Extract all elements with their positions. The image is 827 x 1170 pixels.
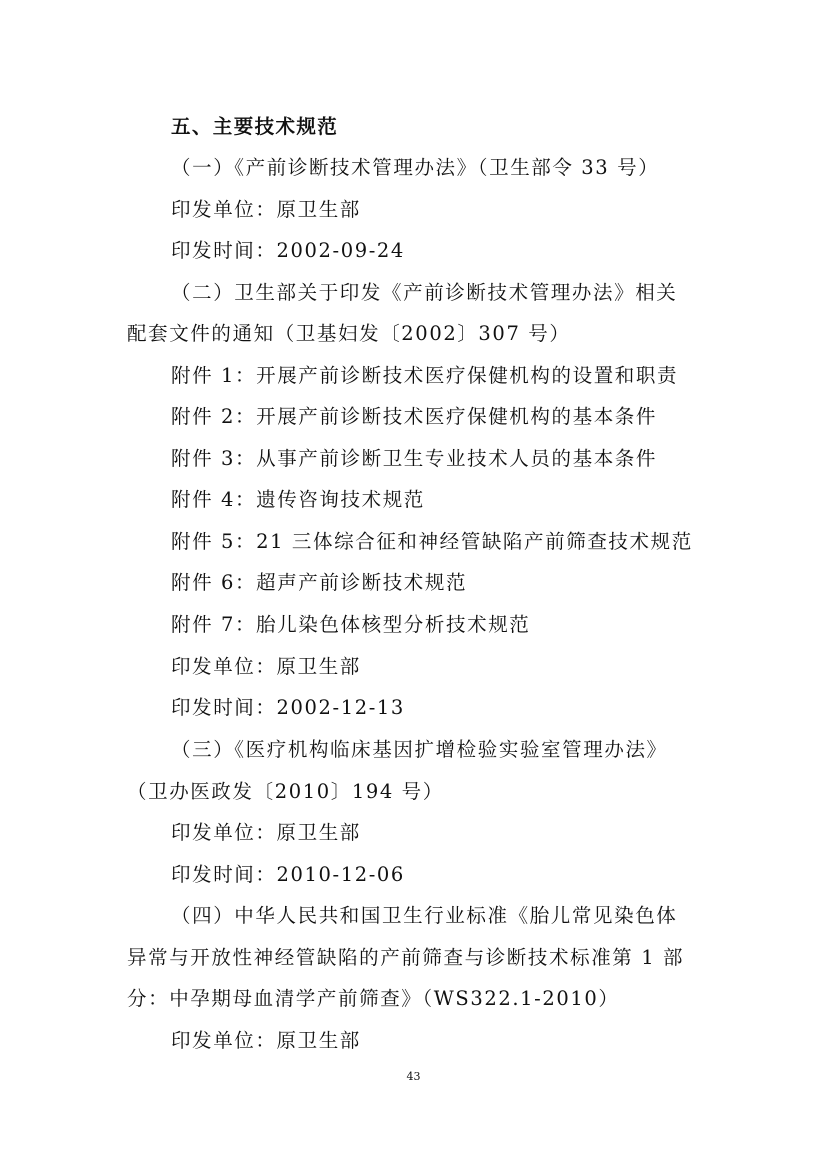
page-number: 43 (406, 1070, 421, 1083)
item-3-title-line-1: （三）《医疗机构临床基因扩增检验实验室管理办法》 (171, 738, 668, 761)
item-4-title-line-2: 异常与开放性神经管缺陷的产前筛查与诊断技术标准第 1 部 (127, 946, 685, 969)
item-2-title-line-2: 配套文件的通知（卫基妇发〔2002〕307 号） (127, 322, 571, 345)
attachment-4: 附件 4：遗传咨询技术规范 (171, 488, 425, 511)
attachment-3: 附件 3：从事产前诊断卫生专业技术人员的基本条件 (171, 447, 658, 470)
item-1-issuer: 印发单位：原卫生部 (171, 198, 361, 221)
item-2-title-line-1: （二）卫生部关于印发《产前诊断技术管理办法》相关 (171, 281, 678, 304)
attachment-7: 附件 7：胎儿染色体核型分析技术规范 (171, 613, 531, 636)
item-3-issuer: 印发单位：原卫生部 (171, 821, 361, 844)
item-3-title-line-2: （卫办医政发〔2010〕194 号） (127, 780, 444, 803)
attachment-5: 附件 5：21 三体综合征和神经管缺陷产前筛查技术规范 (171, 530, 693, 553)
item-2-issuer: 印发单位：原卫生部 (171, 655, 361, 678)
item-2-date: 印发时间：2002-12-13 (171, 696, 405, 719)
item-1-title: （一）《产前诊断技术管理办法》（卫生部令 33 号） (171, 156, 660, 179)
section-heading: 五、主要技术规范 (171, 115, 339, 138)
item-4-issuer: 印发单位：原卫生部 (171, 1029, 361, 1052)
item-1-date: 印发时间：2002-09-24 (171, 239, 405, 262)
item-4-title-line-3: 分：中孕期母血清学产前筛查》（WS322.1-2010） (127, 987, 620, 1010)
attachment-6: 附件 6：超声产前诊断技术规范 (171, 571, 468, 594)
item-4-title-line-1: （四）中华人民共和国卫生行业标准《胎儿常见染色体 (171, 904, 678, 927)
item-3-date: 印发时间：2010-12-06 (171, 863, 405, 886)
attachment-2: 附件 2：开展产前诊断技术医疗保健机构的基本条件 (171, 405, 658, 428)
attachment-1: 附件 1：开展产前诊断技术医疗保健机构的设置和职责 (171, 364, 679, 387)
